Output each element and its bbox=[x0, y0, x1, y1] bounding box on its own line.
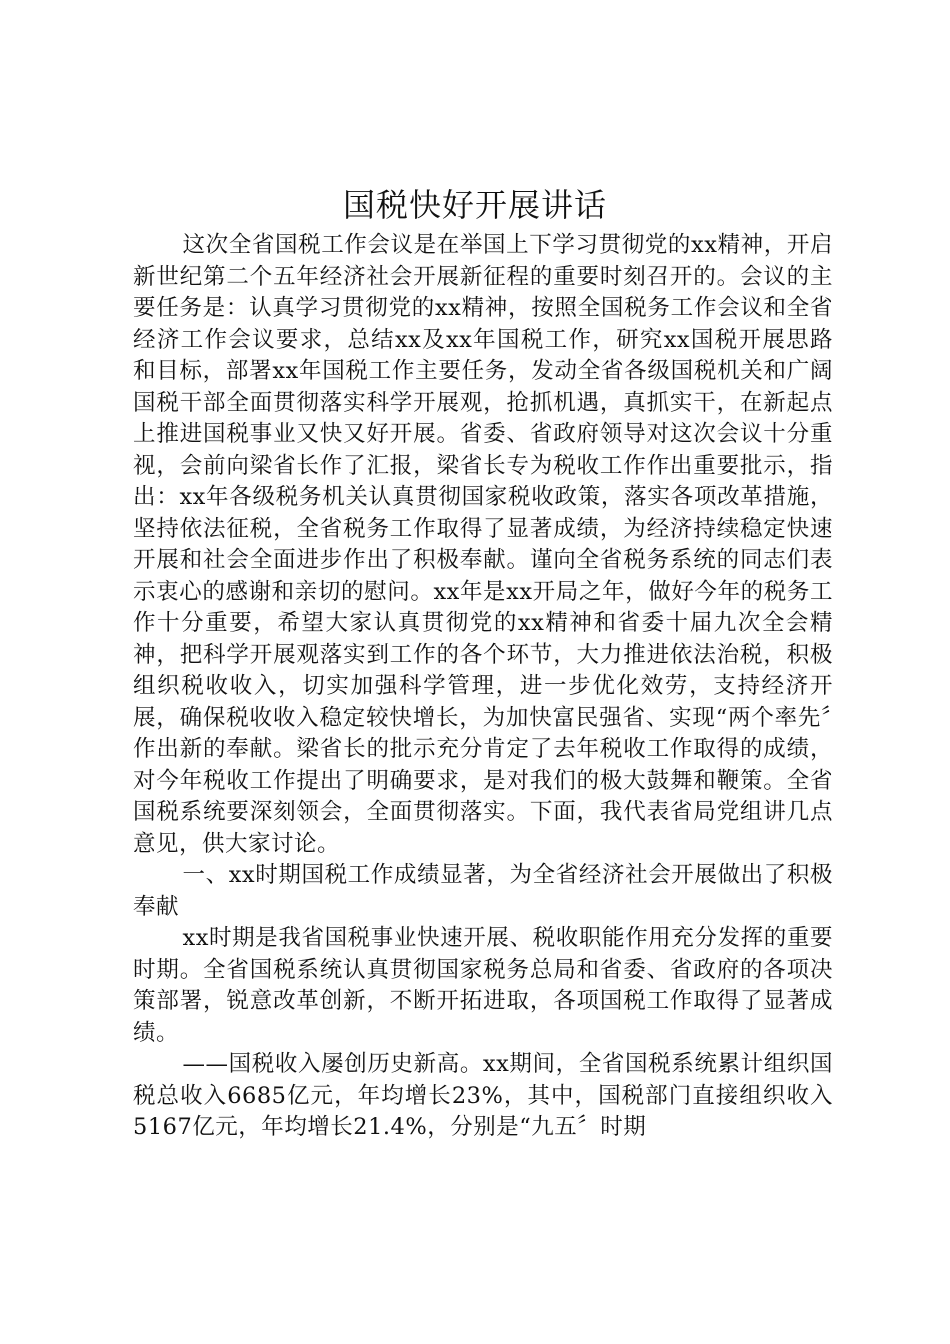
paragraph-intro: 这次全省国税工作会议是在举国上下学习贯彻党的xx精神，开启新世纪第二个五年经济社会开展新征程的重要时刻召开的。会议的主要任务是：认真学习贯彻党的xx精神，按照全国税务工作会议和全省经济工作会议要求，总结xx及xx年国税工作，研究xx国税开展思路和目标，部署xx年国税工作主要任务，发动全省各级国税机关和广阔国税干部全面贯彻落实科学开展观，抢抓机遇，真抓实干，在新起点上推进国税事业又快又好开展。省委、省政府领导对这次会议十分重视，会前向梁省长作了汇报，梁省长专为税收工作作出重要批示，指出：xx年各级税务机关认真贯彻国家税收政策，落实各项改革措施，坚持依法征税，全省税务工作取得了显著成绩，为经济持续稳定快速开展和社会全面进步作出了积极奉献。谨向全省税务系统的同志们表示衷心的感谢和亲切的慰问。xx年是xx开局之年，做好今年的税务工作十分重要，希望大家认真贯彻党的xx精神和省委十届九次全会精神，把科学开展观落实到工作的各个环节，大力推进依法治税，积极组织税收收入，切实加强科学管理，进一步优化效劳，支持经济开展，确保税收收入稳定较快增长，为加快富民强省、实现“两个率先〞作出新的奉献。梁省长的批示充分肯定了去年税收工作取得的成绩，对今年税收工作提出了明确要求，是对我们的极大鼓舞和鞭策。全省国税系统要深刻领会，全面贯彻落实。下面，我代表省局党组讲几点意见，供大家讨论。 bbox=[133, 232, 833, 857]
document-title: 国税快好开展讲话 bbox=[342, 186, 607, 224]
paragraph-tax-revenue: ——国税收入屡创历史新高。xx期间，全省国税系统累计组织国税总收入6685亿元，年均增长23%，其中，国税部门直接组织收入5167亿元，年均增长21.4%，分别是“九五〞时期 bbox=[133, 1051, 833, 1140]
paragraph-section-1-intro: xx时期是我省国税事业快速开展、税收职能作用充分发挥的重要时期。全省国税系统认真贯彻国家税务总局和省委、省政府的各项决策部署，锐意改革创新，不断开拓进取，各项国税工作取得了显著成绩。 bbox=[133, 925, 833, 1046]
document-body bbox=[133, 230, 833, 1144]
paragraph-section-heading-1: 一、xx时期国税工作成绩显著，为全省经济社会开展做出了积极奉献 bbox=[133, 862, 833, 920]
